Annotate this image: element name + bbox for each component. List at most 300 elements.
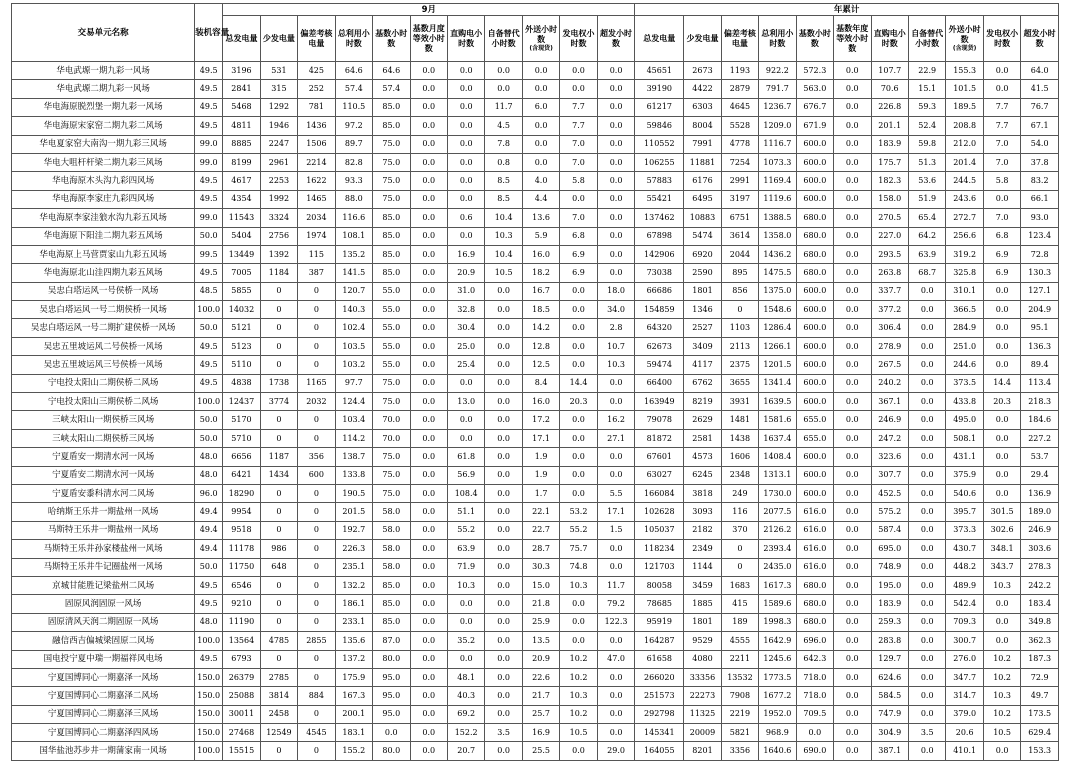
value-cell: 5710 <box>223 429 260 447</box>
value-cell: 212.0 <box>946 135 983 153</box>
value-cell: 0.0 <box>560 466 597 484</box>
header-year-col <box>759 16 796 62</box>
value-cell: 8885 <box>223 135 260 153</box>
header-year-col <box>684 16 721 62</box>
value-cell: 14.2 <box>522 319 559 337</box>
value-cell: 0.0 <box>485 374 522 392</box>
value-cell: 14032 <box>223 301 260 319</box>
value-cell: 25088 <box>223 687 260 705</box>
value-cell: 0.0 <box>410 540 447 558</box>
value-cell: 884 <box>298 687 335 705</box>
value-cell: 72.8 <box>1021 245 1059 263</box>
value-cell: 0.0 <box>908 429 945 447</box>
value-cell: 49.5 <box>195 98 223 116</box>
value-cell: 3818 <box>684 484 721 502</box>
value-cell: 39190 <box>635 80 684 98</box>
value-cell: 22.1 <box>522 503 559 521</box>
value-cell: 53.6 <box>908 172 945 190</box>
value-cell: 0.0 <box>373 724 410 742</box>
value-cell: 6546 <box>223 576 260 594</box>
value-cell: 71.9 <box>447 558 484 576</box>
value-cell: 1187 <box>260 448 297 466</box>
value-cell: 7.0 <box>560 153 597 171</box>
value-cell: 235.1 <box>335 558 372 576</box>
value-cell: 0.0 <box>410 650 447 668</box>
value-cell: 1481 <box>721 411 758 429</box>
value-cell: 183.9 <box>871 135 908 153</box>
value-cell: 140.3 <box>335 301 372 319</box>
value-cell: 2435.0 <box>759 558 796 576</box>
value-cell: 49.5 <box>195 80 223 98</box>
value-cell: 319.2 <box>946 245 983 263</box>
value-cell: 616.0 <box>796 540 833 558</box>
value-cell: 2219 <box>721 705 758 723</box>
value-cell: 616.0 <box>796 558 833 576</box>
value-cell: 50.0 <box>195 319 223 337</box>
value-cell: 0.0 <box>485 411 522 429</box>
value-cell: 4080 <box>684 650 721 668</box>
value-cell: 0.0 <box>485 650 522 668</box>
value-cell: 0.0 <box>908 558 945 576</box>
unit-name-cell: 吴忠五里坡运风三号侯桥一风场 <box>12 356 195 374</box>
value-cell: 49.5 <box>195 356 223 374</box>
table-row <box>12 153 1059 171</box>
value-cell: 27.1 <box>597 429 635 447</box>
header-year-col <box>796 16 833 62</box>
value-cell: 655.0 <box>796 429 833 447</box>
value-cell: 0.0 <box>447 62 484 80</box>
value-cell: 2214 <box>298 153 335 171</box>
value-cell: 3655 <box>721 374 758 392</box>
value-cell: 89.7 <box>335 135 372 153</box>
table-row <box>12 705 1059 723</box>
value-cell: 1946 <box>260 117 297 135</box>
value-cell: 96.0 <box>195 484 223 502</box>
value-cell: 0 <box>298 503 335 521</box>
value-cell: 600.0 <box>796 466 833 484</box>
value-cell: 66.1 <box>1021 190 1059 208</box>
value-cell: 0.0 <box>834 650 871 668</box>
value-cell: 5.8 <box>983 172 1020 190</box>
value-cell: 0.0 <box>410 301 447 319</box>
value-cell: 70.0 <box>373 411 410 429</box>
value-cell: 28.7 <box>522 540 559 558</box>
value-cell: 448.2 <box>946 558 983 576</box>
value-cell: 259.3 <box>871 613 908 631</box>
value-cell: 67898 <box>635 227 684 245</box>
value-cell: 0.0 <box>410 411 447 429</box>
value-cell: 20.7 <box>447 742 484 760</box>
value-cell: 5528 <box>721 117 758 135</box>
value-cell: 0.0 <box>485 742 522 760</box>
value-cell: 2.8 <box>597 319 635 337</box>
header-year-group: 年累计 <box>635 4 1059 16</box>
value-cell: 0.0 <box>834 172 871 190</box>
header-col-label: 超发小时数 <box>600 28 633 48</box>
value-cell: 226.8 <box>871 98 908 116</box>
value-cell: 0.0 <box>908 374 945 392</box>
value-cell: 15515 <box>223 742 260 760</box>
value-cell: 195.0 <box>871 576 908 594</box>
value-cell: 343.7 <box>983 558 1020 576</box>
value-cell: 0.0 <box>597 80 635 98</box>
unit-name-cell: 华电武塬二期九彩一风场 <box>12 80 195 98</box>
unit-name-cell: 哈纳斯王乐井一期盐州一风场 <box>12 503 195 521</box>
header-year-col <box>635 16 684 62</box>
value-cell: 0.0 <box>597 98 635 116</box>
value-cell: 48.5 <box>195 282 223 300</box>
value-cell: 65.4 <box>908 209 945 227</box>
value-cell: 21.8 <box>522 595 559 613</box>
value-cell: 0.0 <box>522 135 559 153</box>
value-cell: 0.0 <box>908 448 945 466</box>
value-cell: 3093 <box>684 503 721 521</box>
value-cell: 2581 <box>684 429 721 447</box>
value-cell: 629.4 <box>1021 724 1059 742</box>
value-cell: 266020 <box>635 668 684 686</box>
value-cell: 0.0 <box>983 80 1020 98</box>
header-col-label: 发电权小时数 <box>986 28 1019 48</box>
value-cell: 0.0 <box>597 62 635 80</box>
value-cell: 0.0 <box>983 319 1020 337</box>
value-cell: 18.2 <box>522 264 559 282</box>
value-cell: 58.0 <box>373 521 410 539</box>
value-cell: 415 <box>721 595 758 613</box>
value-cell: 0.0 <box>560 80 597 98</box>
unit-name-cell: 华电海原李家洼狼水沟九彩五风场 <box>12 209 195 227</box>
value-cell: 0.0 <box>908 301 945 319</box>
unit-name-cell: 融信西吉偏城梁固原二风场 <box>12 632 195 650</box>
header-col-label: 总发电量 <box>225 33 258 43</box>
value-cell: 1952.0 <box>759 705 796 723</box>
value-cell: 48.0 <box>195 613 223 631</box>
value-cell: 1606 <box>721 448 758 466</box>
table-row <box>12 411 1059 429</box>
header-col-label: 偏差考核电量 <box>300 28 333 48</box>
value-cell: 29.0 <box>597 742 635 760</box>
report-sheet <box>11 3 1059 761</box>
value-cell: 0.0 <box>410 374 447 392</box>
value-cell: 1639.5 <box>759 393 796 411</box>
value-cell: 16.7 <box>522 282 559 300</box>
value-cell: 600.0 <box>796 374 833 392</box>
value-cell: 0 <box>298 411 335 429</box>
value-cell: 0.0 <box>447 190 484 208</box>
value-cell: 6793 <box>223 650 260 668</box>
table-row <box>12 80 1059 98</box>
table-row <box>12 62 1059 80</box>
value-cell: 0.0 <box>485 466 522 484</box>
value-cell: 51.3 <box>908 153 945 171</box>
value-cell: 81872 <box>635 429 684 447</box>
value-cell: 252 <box>298 80 335 98</box>
unit-name-cell: 华电海原上马营贾家山九彩五风场 <box>12 245 195 263</box>
value-cell: 5.5 <box>597 484 635 502</box>
value-cell: 348.1 <box>983 540 1020 558</box>
value-cell: 173.5 <box>1021 705 1059 723</box>
value-cell: 600.0 <box>796 190 833 208</box>
value-cell: 51.1 <box>447 503 484 521</box>
value-cell: 50.0 <box>195 227 223 245</box>
value-cell: 75.7 <box>560 540 597 558</box>
value-cell: 2375 <box>721 356 758 374</box>
value-cell: 1201.5 <box>759 356 796 374</box>
value-cell: 5404 <box>223 227 260 245</box>
value-cell: 1103 <box>721 319 758 337</box>
header-col-label: 外送小时数 <box>948 24 981 44</box>
header-month-col <box>260 16 297 62</box>
value-cell: 0.8 <box>485 153 522 171</box>
header-col-label: 自备替代小时数 <box>487 28 520 48</box>
table-row <box>12 613 1059 631</box>
value-cell: 9518 <box>223 521 260 539</box>
value-cell: 85.0 <box>373 98 410 116</box>
value-cell: 95.1 <box>1021 319 1059 337</box>
value-cell: 0 <box>260 282 297 300</box>
value-cell: 164055 <box>635 742 684 760</box>
header-col-label: 发电权小时数 <box>562 28 595 48</box>
value-cell: 3197 <box>721 190 758 208</box>
value-cell: 0.0 <box>834 356 871 374</box>
value-cell: 190.5 <box>335 484 372 502</box>
value-cell: 310.1 <box>946 282 983 300</box>
value-cell: 0.0 <box>485 80 522 98</box>
value-cell: 0.0 <box>485 356 522 374</box>
value-cell: 1640.6 <box>759 742 796 760</box>
header-col-note: (含现货) <box>952 44 977 52</box>
value-cell: 49.5 <box>195 337 223 355</box>
value-cell: 6656 <box>223 448 260 466</box>
value-cell: 2590 <box>684 264 721 282</box>
value-cell: 0.0 <box>834 429 871 447</box>
value-cell: 1292 <box>260 98 297 116</box>
value-cell: 57.4 <box>335 80 372 98</box>
value-cell: 34.0 <box>597 301 635 319</box>
value-cell: 430.7 <box>946 540 983 558</box>
value-cell: 11190 <box>223 613 260 631</box>
value-cell: 82.8 <box>335 153 372 171</box>
value-cell: 5110 <box>223 356 260 374</box>
wind-farm-table <box>11 3 1059 761</box>
value-cell: 4117 <box>684 356 721 374</box>
value-cell: 20.3 <box>983 393 1020 411</box>
value-cell: 0.0 <box>410 429 447 447</box>
value-cell: 0.0 <box>908 632 945 650</box>
value-cell: 208.8 <box>946 117 983 135</box>
value-cell: 16.2 <box>597 411 635 429</box>
value-cell: 7.7 <box>983 98 1020 116</box>
value-cell: 0.0 <box>834 613 871 631</box>
value-cell: 362.3 <box>1021 632 1059 650</box>
value-cell: 0.0 <box>522 62 559 80</box>
value-cell: 75.0 <box>373 466 410 484</box>
value-cell: 747.9 <box>871 705 908 723</box>
value-cell: 0.0 <box>597 374 635 392</box>
value-cell: 25.7 <box>522 705 559 723</box>
value-cell: 0.0 <box>485 301 522 319</box>
unit-name-cell: 宁夏盾安二期清水河一风场 <box>12 466 195 484</box>
value-cell: 5.9 <box>522 227 559 245</box>
value-cell: 4811 <box>223 117 260 135</box>
value-cell: 10.4 <box>485 209 522 227</box>
header-col-label: 基数小时数 <box>375 28 408 48</box>
value-cell: 50.0 <box>195 411 223 429</box>
value-cell: 8.5 <box>485 172 522 190</box>
value-cell: 0.0 <box>410 632 447 650</box>
value-cell: 0.0 <box>560 319 597 337</box>
value-cell: 135.6 <box>335 632 372 650</box>
value-cell: 85.0 <box>373 613 410 631</box>
table-row <box>12 724 1059 742</box>
value-cell: 13.5 <box>522 632 559 650</box>
table-row <box>12 301 1059 319</box>
value-cell: 11178 <box>223 540 260 558</box>
value-cell: 85.0 <box>373 209 410 227</box>
value-cell: 680.0 <box>796 613 833 631</box>
header-month-col <box>373 16 410 62</box>
value-cell: 69.2 <box>447 705 484 723</box>
value-cell: 0.0 <box>834 319 871 337</box>
value-cell: 3931 <box>721 393 758 411</box>
value-cell: 50.0 <box>195 429 223 447</box>
value-cell: 18290 <box>223 484 260 502</box>
value-cell: 10.2 <box>983 705 1020 723</box>
value-cell: 0.0 <box>485 613 522 631</box>
value-cell: 13.0 <box>447 393 484 411</box>
value-cell: 67601 <box>635 448 684 466</box>
value-cell: 1475.5 <box>759 264 796 282</box>
value-cell: 8201 <box>684 742 721 760</box>
value-cell: 87.0 <box>373 632 410 650</box>
value-cell: 0.0 <box>485 484 522 502</box>
value-cell: 0.0 <box>447 135 484 153</box>
value-cell: 5821 <box>721 724 758 742</box>
value-cell: 54.0 <box>1021 135 1059 153</box>
value-cell: 8.4 <box>522 374 559 392</box>
value-cell: 50.0 <box>195 558 223 576</box>
value-cell: 95.0 <box>373 705 410 723</box>
value-cell: 1998.3 <box>759 613 796 631</box>
value-cell: 2126.2 <box>759 521 796 539</box>
table-row <box>12 466 1059 484</box>
header-year-col <box>721 16 758 62</box>
value-cell: 616.0 <box>796 503 833 521</box>
value-cell: 680.0 <box>796 264 833 282</box>
value-cell: 0.0 <box>983 484 1020 502</box>
value-cell: 2841 <box>223 80 260 98</box>
unit-name-cell: 宁夏国博同心二期嘉泽二风场 <box>12 687 195 705</box>
value-cell: 85.0 <box>373 227 410 245</box>
value-cell: 10883 <box>684 209 721 227</box>
value-cell: 0.0 <box>834 227 871 245</box>
value-cell: 0.0 <box>447 374 484 392</box>
value-cell: 433.8 <box>946 393 983 411</box>
value-cell: 0.0 <box>597 227 635 245</box>
value-cell: 0.0 <box>834 153 871 171</box>
value-cell: 79078 <box>635 411 684 429</box>
value-cell: 2349 <box>684 540 721 558</box>
unit-name-cell: 宁夏盾安一期清水河一风场 <box>12 448 195 466</box>
unit-name-cell: 华电海原脱烈堡一期九彩一风场 <box>12 98 195 116</box>
value-cell: 4354 <box>223 190 260 208</box>
value-cell: 244.5 <box>946 172 983 190</box>
header-col-label: 直购电小时数 <box>450 28 483 48</box>
value-cell: 30.3 <box>522 558 559 576</box>
value-cell: 8004 <box>684 117 721 135</box>
unit-name-cell: 华电夏家窑大南沟一期九彩三风场 <box>12 135 195 153</box>
value-cell: 226.3 <box>335 540 372 558</box>
header-year-col <box>871 16 908 62</box>
value-cell: 55.0 <box>373 301 410 319</box>
value-cell: 0.0 <box>908 650 945 668</box>
value-cell: 300.7 <box>946 632 983 650</box>
value-cell: 137462 <box>635 209 684 227</box>
table-row <box>12 319 1059 337</box>
value-cell: 0.0 <box>597 558 635 576</box>
value-cell: 35.2 <box>447 632 484 650</box>
value-cell: 587.4 <box>871 521 908 539</box>
value-cell: 1341.4 <box>759 374 796 392</box>
table-row <box>12 356 1059 374</box>
value-cell: 1436 <box>298 117 335 135</box>
value-cell: 0.0 <box>447 613 484 631</box>
value-cell: 192.7 <box>335 521 372 539</box>
value-cell: 100.0 <box>195 632 223 650</box>
value-cell: 136.9 <box>1021 484 1059 502</box>
value-cell: 85.0 <box>373 117 410 135</box>
table-row <box>12 540 1059 558</box>
value-cell: 59474 <box>635 356 684 374</box>
value-cell: 0.0 <box>834 62 871 80</box>
value-cell: 12.5 <box>522 356 559 374</box>
value-cell: 1165 <box>298 374 335 392</box>
unit-name-cell: 华电武塬一期九彩一风场 <box>12 62 195 80</box>
unit-name-cell: 宁电投太阳山二期侯桥二风场 <box>12 374 195 392</box>
value-cell: 1637.4 <box>759 429 796 447</box>
value-cell: 189 <box>721 613 758 631</box>
value-cell: 1346 <box>684 301 721 319</box>
header-month-col <box>560 16 597 62</box>
value-cell: 16.0 <box>522 393 559 411</box>
value-cell: 249 <box>721 484 758 502</box>
value-cell: 227.2 <box>1021 429 1059 447</box>
value-cell: 11881 <box>684 153 721 171</box>
value-cell: 1773.5 <box>759 668 796 686</box>
header-col-note: (含现货) <box>529 44 553 52</box>
value-cell: 167.3 <box>335 687 372 705</box>
value-cell: 0 <box>260 301 297 319</box>
value-cell: 22.6 <box>522 668 559 686</box>
value-cell: 1438 <box>721 429 758 447</box>
value-cell: 61217 <box>635 98 684 116</box>
header-month-group: 9月 <box>223 4 635 16</box>
value-cell: 0 <box>298 429 335 447</box>
value-cell: 29.4 <box>1021 466 1059 484</box>
value-cell: 0.0 <box>908 742 945 760</box>
value-cell: 0 <box>298 484 335 502</box>
value-cell: 307.7 <box>871 466 908 484</box>
value-cell: 3814 <box>260 687 297 705</box>
value-cell: 0.0 <box>983 301 1020 319</box>
value-cell: 0.0 <box>597 153 635 171</box>
value-cell: 301.5 <box>983 503 1020 521</box>
value-cell: 718.0 <box>796 687 833 705</box>
value-cell: 22.9 <box>908 62 945 80</box>
value-cell: 243.6 <box>946 190 983 208</box>
value-cell: 10.4 <box>485 245 522 263</box>
header-capacity: 装机容量 <box>195 4 223 62</box>
value-cell: 6303 <box>684 98 721 116</box>
